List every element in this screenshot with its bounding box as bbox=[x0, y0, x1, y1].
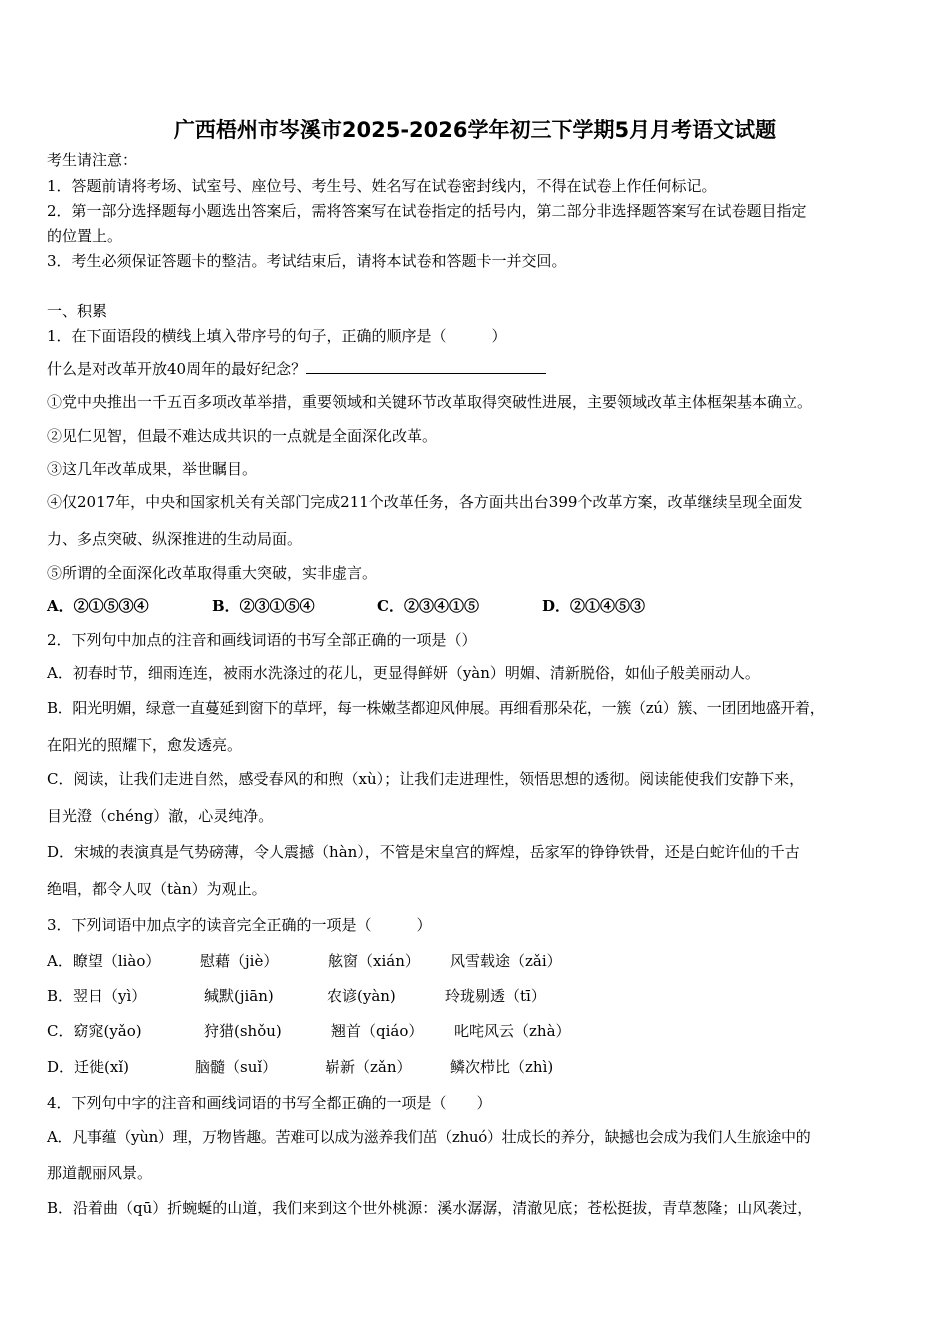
q3-word: 叱咤风云（zhà） bbox=[454, 1022, 571, 1040]
q3-word: 缄默(jiān) bbox=[204, 987, 274, 1005]
section-heading: 一、积累 bbox=[47, 302, 108, 320]
q1-sentence: 力、多点突破、纵深推进的生动局面。 bbox=[47, 530, 303, 548]
q3-word: 慰藉（jiè） bbox=[200, 952, 279, 970]
q2-line: 目光澄（chéng）澈，心灵纯净。 bbox=[47, 807, 274, 825]
q3-option-c: C．窈窕(yǎo) bbox=[47, 1022, 142, 1040]
answer-blank bbox=[306, 359, 546, 374]
q4-line: A．凡事蕴（yùn）理，万物皆趣。苦难可以成为滋养我们茁（zhuó）壮成长的养分，缺撼也会成为我们人生旅途中的 bbox=[47, 1128, 811, 1146]
q3-word: 翘首（qiáo） bbox=[331, 1022, 424, 1040]
q1-sentence: ①党中央推出一千五百多项改革举措，重要领域和关键环节改革取得突破性进展，主要领域改革主体框架基本确立。 bbox=[47, 393, 813, 411]
q1-option-d: D．②①④⑤③ bbox=[542, 597, 646, 615]
q3-word: 鳞次栉比（zhì) bbox=[450, 1058, 554, 1076]
q2-stem: 2．下列句中加点的注音和画线词语的书写全部正确的一项是（） bbox=[47, 631, 477, 649]
q1-sentence: ③这几年改革成果，举世瞩目。 bbox=[47, 460, 258, 478]
notice-heading: 考生请注意： bbox=[47, 151, 138, 169]
q1-option-b: B．②③①⑤④ bbox=[212, 597, 315, 615]
q2-line: C．阅读，让我们走进自然，感受春风的和煦（xù）；让我们走进理性，领悟思想的透彻。阅读能使我们安静下来， bbox=[47, 770, 805, 788]
q4-stem: 4．下列句中字的注音和画线词语的书写全都正确的一项是（ ） bbox=[47, 1094, 492, 1112]
q3-option-a: A．瞭望（liào） bbox=[47, 952, 161, 970]
q3-word: 脑髓（suǐ） bbox=[195, 1058, 278, 1076]
q3-word: 狩猎(shǒu) bbox=[204, 1022, 282, 1040]
q2-line: D．宋城的表演真是气势磅薄，令人震撼（hàn），不管是宋皇宫的辉煌，岳家军的铮铮铁骨，还是白蛇许仙的千古 bbox=[47, 843, 800, 861]
notice-item: 1．答题前请将考场、试室号、座位号、考生号、姓名写在试卷密封线内，不得在试卷上作任何标记。 bbox=[47, 177, 717, 195]
page-title: 广西梧州市岑溪市2025-2026学年初三下学期5月月考语文试题 bbox=[173, 118, 777, 142]
q1-stem: 1．在下面语段的横线上填入带序号的句子，正确的顺序是（ ） bbox=[47, 327, 507, 345]
q2-line: B．阳光明媚，绿意一直蔓延到窗下的草坪，每一株嫩茎都迎风伸展。再细看那朵花，一簇（zú）簇、一团团地盛开着， bbox=[47, 699, 825, 717]
notice-item: 的位置上。 bbox=[47, 227, 123, 245]
q1-prompt bbox=[47, 359, 546, 379]
q4-line: B．沿着曲（qū）折蜿蜒的山道，我们来到这个世外桃源：溪水潺潺，清澈见底；苍松挺拔，青草葱隆；山风袭过， bbox=[47, 1199, 813, 1217]
q3-word: 玲珑剔透（tī） bbox=[445, 987, 546, 1005]
q1-option-a: A．②①⑤③④ bbox=[47, 597, 149, 615]
q3-option-d: D．迁徙(xǐ) bbox=[47, 1058, 129, 1076]
q1-prompt-text: 什么是对改革开放40周年的最好纪念？ bbox=[47, 360, 307, 378]
notice-item: 2．第一部分选择题每小题选出答案后，需将答案写在试卷指定的括号内，第二部分非选择题答案写在试卷题目指定 bbox=[47, 202, 807, 220]
q2-line: A．初春时节，细雨连连，被雨水洗涤过的花儿，更显得鲜妍（yàn）明媚、清新脱俗，如仙子般美丽动人。 bbox=[47, 664, 760, 682]
q1-option-c: C．②③④①⑤ bbox=[377, 597, 479, 615]
q1-sentence: ⑤所谓的全面深化改革取得重大突破，实非虚言。 bbox=[47, 564, 378, 582]
q1-sentence: ②见仁见智，但最不难达成共识的一点就是全面深化改革。 bbox=[47, 427, 438, 445]
q2-line: 在阳光的照耀下，愈发透亮。 bbox=[47, 736, 243, 754]
q3-option-b: B．翌日（yì） bbox=[47, 987, 147, 1005]
q3-word: 风雪载途（zǎi） bbox=[450, 952, 562, 970]
q3-word: 舷窗（xián） bbox=[328, 952, 420, 970]
q3-stem: 3．下列词语中加点字的读音完全正确的一项是（ ） bbox=[47, 916, 432, 934]
q3-word: 农谚(yàn) bbox=[327, 987, 396, 1005]
q4-line: 那道靓丽风景。 bbox=[47, 1164, 153, 1182]
notice-item: 3．考生必须保证答题卡的整洁。考试结束后，请将本试卷和答题卡一并交回。 bbox=[47, 252, 567, 270]
q2-line: 绝唱，都令人叹（tàn）为观止。 bbox=[47, 880, 267, 898]
q1-sentence: ④仅2017年，中央和国家机关有关部门完成211个改革任务，各方面共出台399个改革方案，改革继续呈现全面发 bbox=[47, 493, 803, 511]
q3-word: 崭新（zǎn） bbox=[325, 1058, 412, 1076]
